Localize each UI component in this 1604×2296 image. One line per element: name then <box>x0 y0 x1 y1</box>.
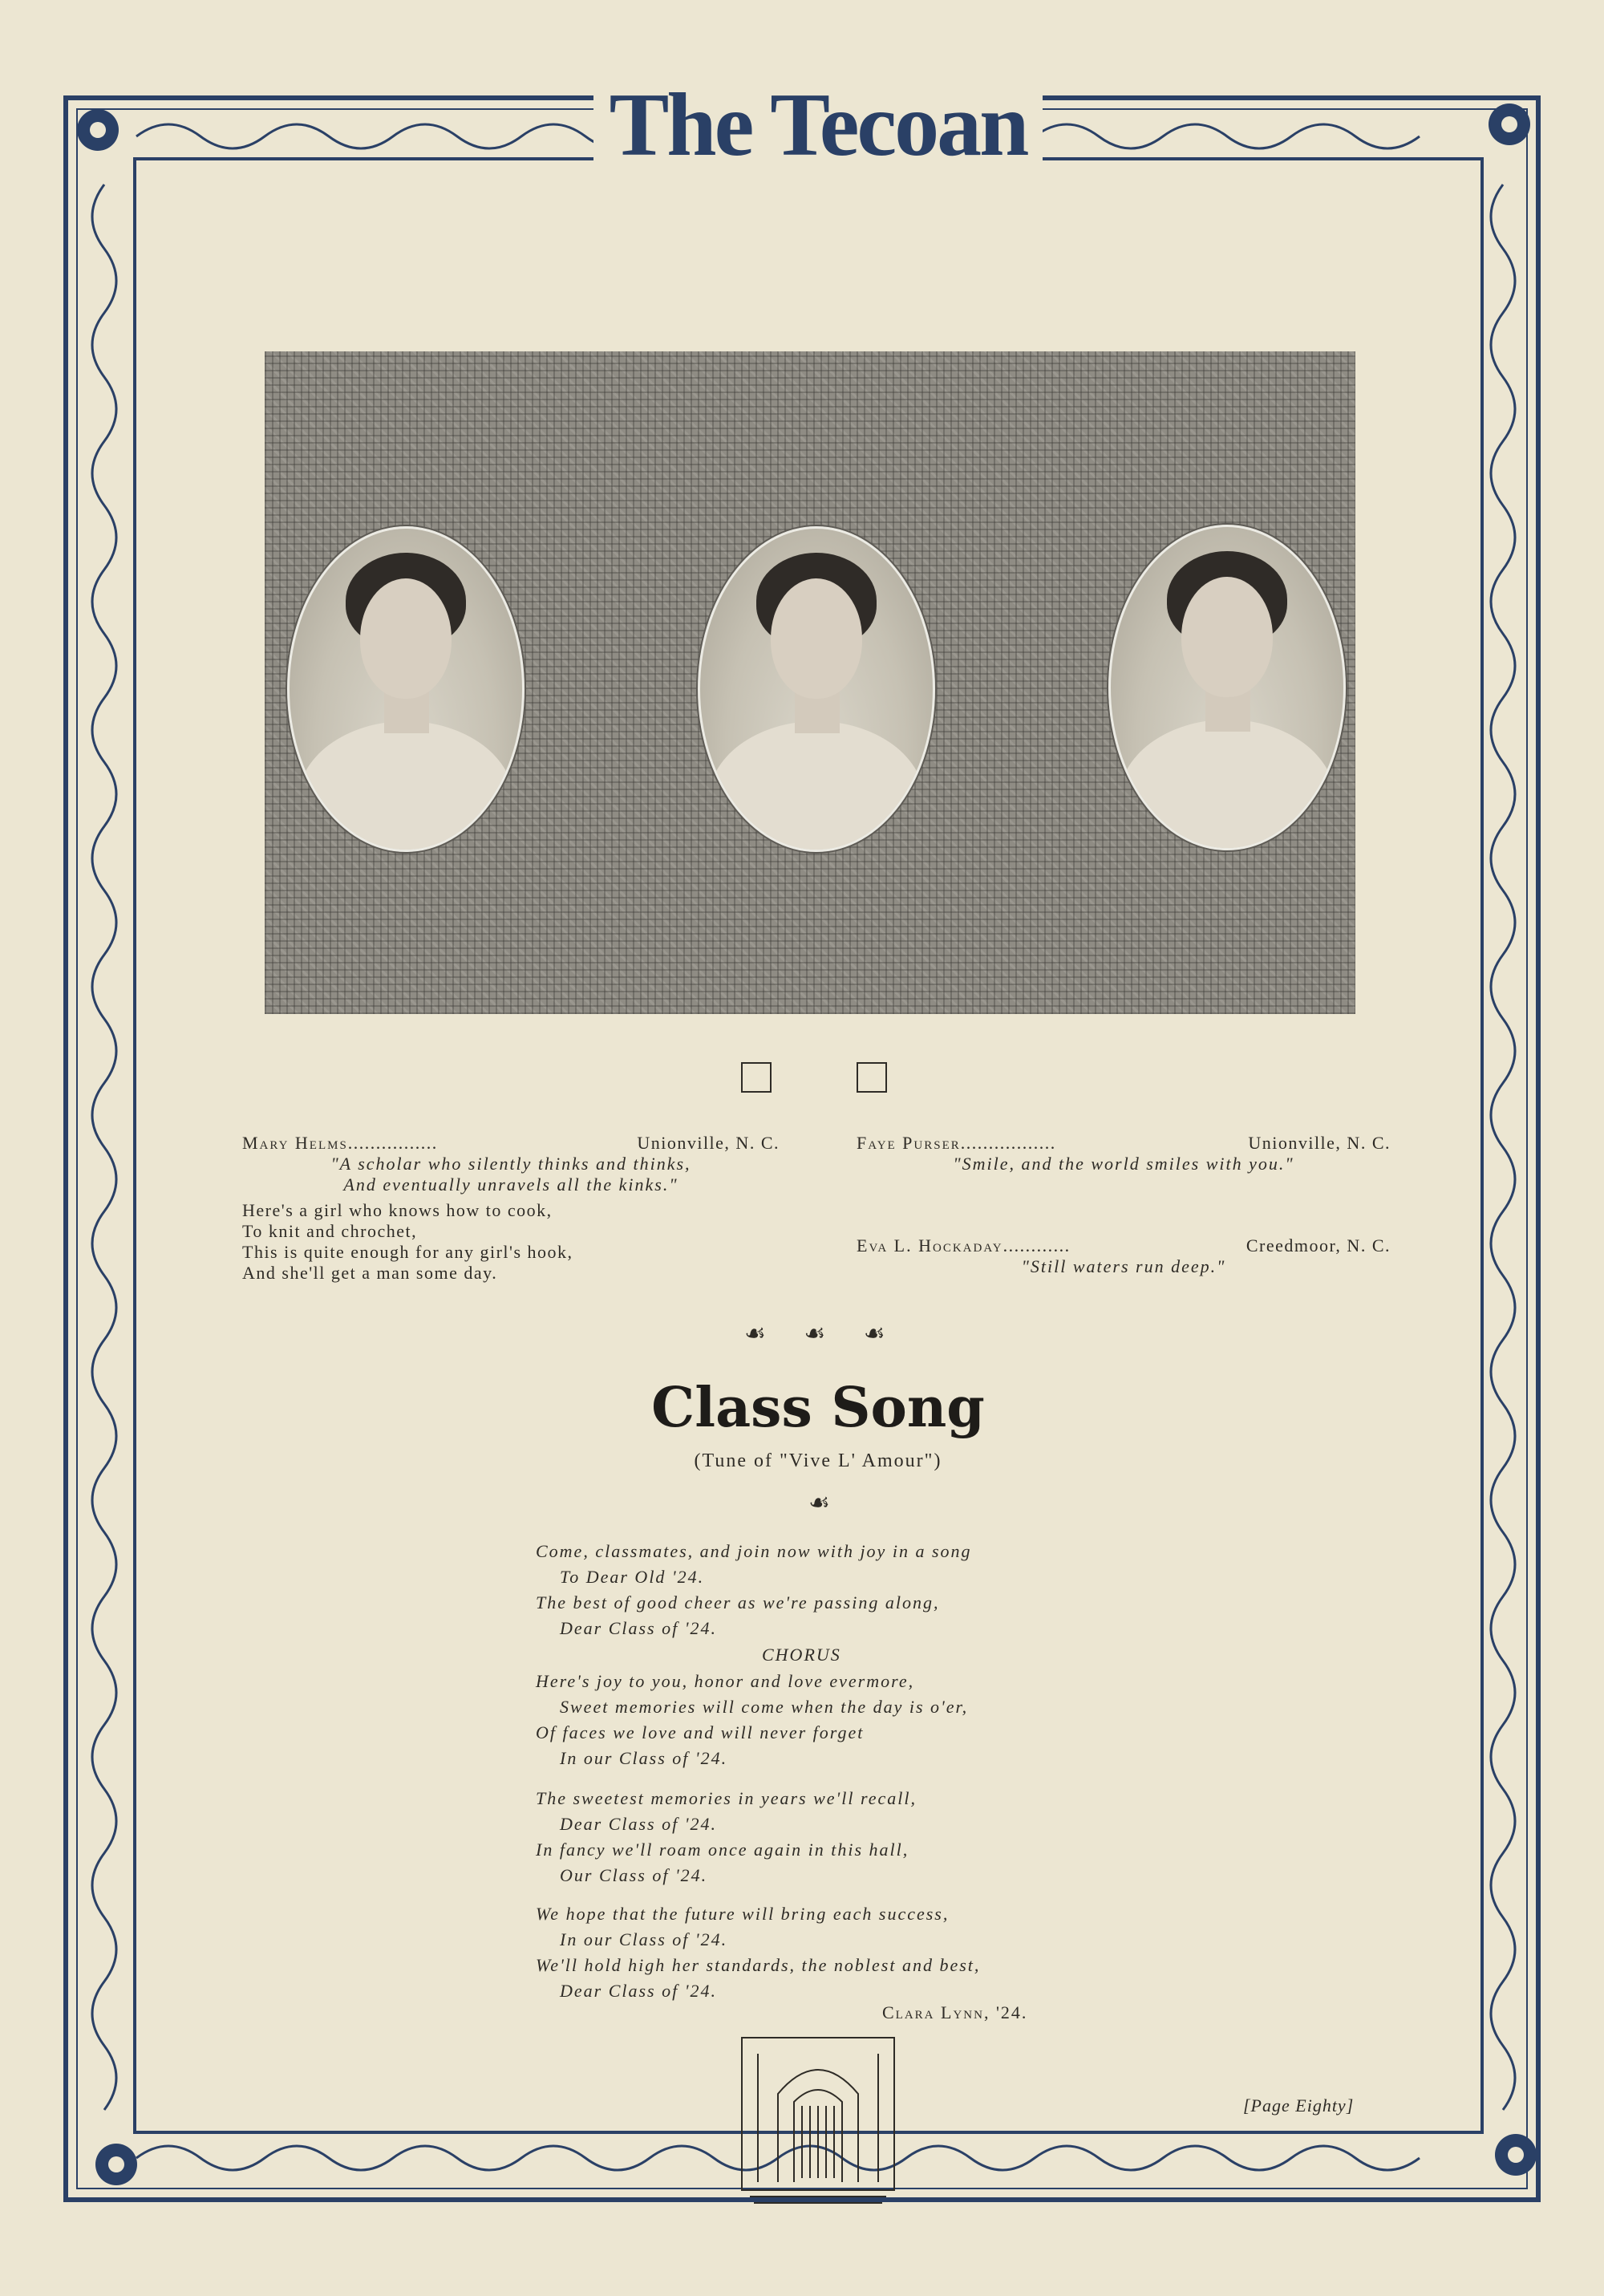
poem-line: Here's a girl who knows how to cook, <box>242 1200 553 1220</box>
song-title: Class Song <box>651 1376 985 1440</box>
bio-quote-line: And eventually unravels all the kinks." <box>343 1174 678 1195</box>
portrait-mary-helms <box>287 526 525 852</box>
verse-line: Here's joy to you, honor and love evermore, <box>536 1671 915 1691</box>
bio-name: Mary Helms <box>242 1133 348 1153</box>
verse-line: Of faces we love and will never forget <box>536 1722 865 1742</box>
song-tune: (Tune of "Vive L' Amour") <box>694 1450 942 1471</box>
verse-line: Dear Class of '24. <box>560 1814 717 1834</box>
decorative-square-right <box>857 1062 887 1093</box>
verse-line: In fancy we'll roam once again in this hall, <box>536 1840 909 1860</box>
song-verse-2 <box>536 1786 917 1888</box>
leader-dots: ............ <box>1003 1235 1071 1255</box>
verse-line: Dear Class of '24. <box>560 1981 717 2001</box>
bio-mary-helms <box>242 1133 780 1284</box>
bio-town: Unionville, N. C. <box>637 1133 780 1153</box>
leader-dots: ................ <box>347 1133 438 1153</box>
song-author: Clara Lynn, '24. <box>882 2002 1028 2022</box>
verse-line: Sweet memories will come when the day is o'er, <box>560 1697 969 1717</box>
verse-line: The best of good cheer as we're passing along, <box>536 1592 940 1612</box>
portrait-eva-hockaday <box>1108 525 1346 850</box>
verse-line: We'll hold high her standards, the noblest and best, <box>536 1955 981 1975</box>
bio-town: Creedmoor, N. C. <box>1246 1235 1391 1255</box>
verse-line: Come, classmates, and join now with joy in a song <box>536 1541 972 1561</box>
ornament-row: ☙ ☙ ☙ <box>744 1320 901 1347</box>
bio-name: Faye Purser <box>857 1133 961 1153</box>
leader-dots: ................. <box>960 1133 1056 1153</box>
verse-line: In our Class of '24. <box>560 1748 728 1768</box>
decorative-square-left <box>741 1062 772 1093</box>
bio-quote-line: "A scholar who silently thinks and thinks, <box>330 1154 691 1174</box>
bio-faye-purser <box>857 1133 1391 1174</box>
poem-line: And she'll get a man some day. <box>242 1263 498 1283</box>
verse-line: Dear Class of '24. <box>560 1618 717 1638</box>
bio-name: Eva L. Hockaday <box>857 1235 1003 1255</box>
verse-line: We hope that the future will bring each success, <box>536 1904 950 1924</box>
verse-line: To Dear Old '24. <box>560 1567 705 1587</box>
bio-eva-hockaday <box>857 1235 1391 1277</box>
portrait-panel <box>265 351 1355 1014</box>
verse-line: Our Class of '24. <box>560 1865 708 1885</box>
page-number: [Page Eighty] <box>1243 2095 1355 2115</box>
poem-line: This is quite enough for any girl's hook, <box>242 1242 573 1262</box>
poem-line: To knit and chrochet, <box>242 1221 418 1241</box>
song-chorus <box>536 1669 968 1771</box>
masthead-title: The Tecoan <box>593 82 1043 168</box>
bio-quote: "Smile, and the world smiles with you." <box>953 1154 1294 1174</box>
doorway-illustration <box>742 2038 894 2203</box>
portrait-faye-purser <box>698 526 935 852</box>
song-verse-1 <box>536 1539 972 1641</box>
bio-quote: "Still waters run deep." <box>1021 1256 1226 1276</box>
ornament-single: ☙ <box>808 1490 830 1516</box>
song-verse-3 <box>536 1901 980 2004</box>
verse-line: In our Class of '24. <box>560 1929 728 1949</box>
verse-line: The sweetest memories in years we'll recall, <box>536 1788 917 1808</box>
bio-town: Unionville, N. C. <box>1248 1133 1391 1153</box>
chorus-label: CHORUS <box>762 1645 841 1665</box>
bio-poem <box>242 1200 780 1284</box>
